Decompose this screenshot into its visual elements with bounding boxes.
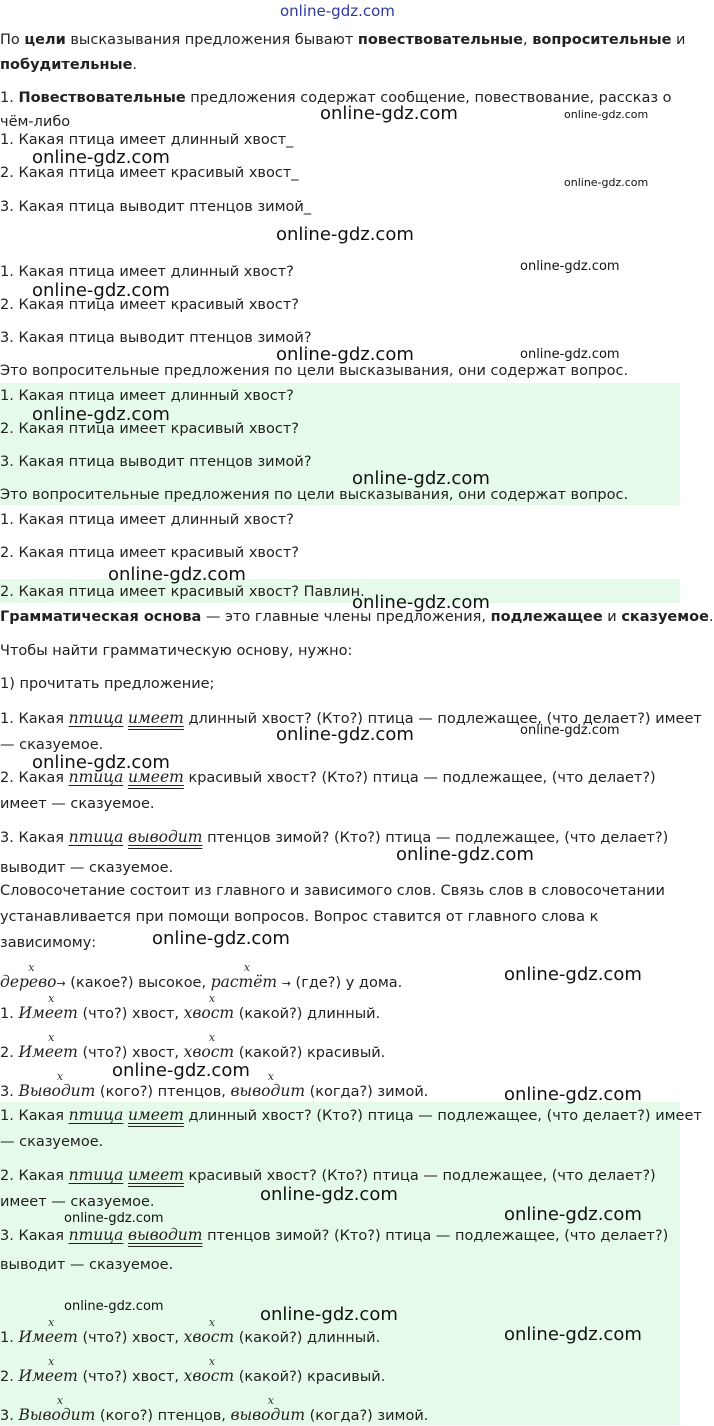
analysis-line bbox=[0, 1225, 668, 1246]
phrase-line bbox=[0, 1327, 380, 1348]
grammar-how: Чтобы найти грамматическую основу, нужно: bbox=[0, 643, 353, 659]
text: 2. bbox=[0, 1045, 19, 1061]
text: 2. bbox=[0, 1369, 19, 1385]
subject-word: птица bbox=[68, 709, 124, 727]
main-word: x хвост bbox=[184, 1366, 234, 1386]
predicate-word: выводит bbox=[127, 828, 203, 846]
analysis-line-cont: имеет — сказуемое. bbox=[0, 1194, 155, 1210]
analysis-line-cont: — сказуемое. bbox=[0, 1134, 104, 1150]
phrase-rule: зависимому: bbox=[0, 935, 97, 951]
subject-word: птица bbox=[68, 768, 124, 786]
watermark: online-gdz.com bbox=[564, 176, 649, 189]
arrow-icon: → bbox=[56, 977, 66, 990]
term-predicate: сказуемое bbox=[621, 609, 709, 625]
phrase-example bbox=[0, 972, 402, 994]
main-word: x Имеет bbox=[18, 1327, 77, 1347]
watermark: online-gdz.com bbox=[152, 928, 290, 949]
subject-word: птица bbox=[68, 1226, 124, 1244]
text: высказывания предложения бывают bbox=[65, 32, 358, 48]
main-word: x дерево bbox=[0, 972, 56, 992]
question: 1. Какая птица имеет длинный хвост? bbox=[0, 512, 294, 528]
main-word: x Имеет bbox=[18, 1366, 77, 1386]
text: (какое?) высокое, bbox=[65, 975, 211, 991]
watermark: online-gdz.com bbox=[112, 1060, 250, 1081]
text: (какой?) длинный. bbox=[234, 1330, 381, 1346]
question: 3. Какая птица выводит птенцов зимой? bbox=[0, 454, 312, 470]
text: (какой?) длинный. bbox=[234, 1006, 381, 1022]
main-word: x Имеет bbox=[18, 1042, 77, 1062]
analysis-line bbox=[0, 1165, 656, 1186]
text: красивый хвост? (Кто?) птица — подлежащее, (что делает?) bbox=[183, 770, 656, 786]
main-word: x выводит bbox=[231, 1081, 306, 1101]
text: и bbox=[671, 32, 686, 48]
term-narrative: повествовательные bbox=[357, 32, 523, 48]
text: чём-либо bbox=[0, 114, 71, 130]
main-word: x Имеет bbox=[18, 1003, 77, 1023]
watermark: online-gdz.com bbox=[32, 404, 170, 425]
watermark: online-gdz.com bbox=[520, 723, 620, 738]
watermark: online-gdz.com bbox=[32, 280, 170, 301]
term-goal: цели bbox=[24, 32, 66, 48]
text: , bbox=[522, 32, 533, 48]
main-word: x хвост bbox=[184, 1003, 234, 1023]
conclusion: Это вопросительные предложения по цели высказывания, они содержат вопрос. bbox=[0, 363, 629, 379]
text: птенцов зимой? (Кто?) птица — подлежащее, (что делает?) bbox=[202, 830, 669, 846]
text: . bbox=[708, 609, 714, 625]
text: красивый хвост? (Кто?) птица — подлежащее, (что делает?) bbox=[183, 1168, 656, 1184]
text: птенцов зимой? (Кто?) птица — подлежащее, (что делает?) bbox=[202, 1228, 669, 1244]
analysis-line-cont: выводит — сказуемое. bbox=[0, 860, 174, 876]
term-interrogative: вопросительные bbox=[532, 32, 672, 48]
rule-narrative-cut bbox=[0, 112, 71, 130]
predicate-word: имеет bbox=[127, 709, 184, 727]
question: 2. Какая птица имеет красивый хвост? bbox=[0, 297, 299, 313]
grammar-step: 1) прочитать предложение; bbox=[0, 676, 215, 692]
watermark: online-gdz.com bbox=[396, 844, 534, 865]
text: По bbox=[0, 32, 25, 48]
text: 2. Какая bbox=[0, 770, 69, 786]
predicate-word: выводит bbox=[127, 1226, 203, 1244]
text: длинный хвост? (Кто?) птица — подлежащее, (что делает?) имеет bbox=[183, 711, 702, 727]
watermark: online-gdz.com bbox=[504, 1084, 642, 1105]
phrase-rule: устанавливается при помощи вопросов. Вопрос ставится от главного слова к bbox=[0, 909, 599, 925]
question: 2. Какая птица имеет красивый хвост? bbox=[0, 421, 299, 437]
main-word: x хвост bbox=[184, 1327, 234, 1347]
watermark: online-gdz.com bbox=[276, 344, 414, 365]
phrase-line bbox=[0, 1003, 380, 1024]
text: 3. bbox=[0, 1408, 19, 1424]
text: длинный хвост? (Кто?) птица — подлежащее, (что делает?) имеет bbox=[183, 1108, 702, 1124]
text: 1. Какая bbox=[0, 711, 69, 727]
text: 3. Какая bbox=[0, 830, 69, 846]
text: 3. bbox=[0, 1084, 19, 1100]
watermark: online-gdz.com bbox=[504, 1204, 642, 1225]
term-imperative: побудительные bbox=[0, 57, 133, 73]
watermark: online-gdz.com bbox=[32, 147, 170, 168]
text: (кого?) птенцов, bbox=[95, 1084, 231, 1100]
phrase-line bbox=[0, 1081, 428, 1102]
watermark: online-gdz.com bbox=[564, 108, 649, 121]
text: 1. bbox=[0, 90, 19, 106]
watermark: online-gdz.com bbox=[352, 468, 490, 489]
intro-paragraph bbox=[0, 30, 686, 50]
analysis-line bbox=[0, 827, 668, 848]
text: (когда?) зимой. bbox=[305, 1084, 429, 1100]
text: (что?) хвост, bbox=[77, 1045, 184, 1061]
text: 1. Какая bbox=[0, 1108, 69, 1124]
blank-question: 1. Какая птица имеет длинный хвост_ bbox=[0, 132, 294, 148]
text: 3. Какая bbox=[0, 1228, 69, 1244]
text: (кого?) птенцов, bbox=[95, 1408, 231, 1424]
phrase-line bbox=[0, 1405, 428, 1426]
analysis-line-cont: выводит — сказуемое. bbox=[0, 1257, 174, 1273]
term-subject: подлежащее bbox=[490, 609, 603, 625]
watermark: online-gdz.com bbox=[64, 1299, 164, 1314]
watermark: online-gdz.com bbox=[520, 347, 620, 362]
subject-word: птица bbox=[68, 1106, 124, 1124]
watermark: online-gdz.com bbox=[504, 1324, 642, 1345]
watermark: online-gdz.com bbox=[260, 1304, 398, 1325]
watermark: online-gdz.com bbox=[352, 592, 490, 613]
text: (что?) хвост, bbox=[77, 1330, 184, 1346]
question: 2. Какая птица имеет красивый хвост? bbox=[0, 545, 299, 561]
answer-line: 2. Какая птица имеет красивый хвост? Павлин. bbox=[0, 584, 365, 600]
site-logo: online-gdz.com bbox=[280, 2, 395, 20]
term-grammar-basis: Грамматическая основа bbox=[0, 609, 202, 625]
analysis-line bbox=[0, 1105, 702, 1126]
subject-word: птица bbox=[68, 828, 124, 846]
watermark: online-gdz.com bbox=[276, 224, 414, 245]
watermark: online-gdz.com bbox=[108, 564, 246, 585]
subject-word: птица bbox=[68, 1166, 124, 1184]
main-word: x выводит bbox=[231, 1405, 306, 1425]
phrase-line bbox=[0, 1366, 385, 1387]
phrase-rule: Словосочетание состоит из главного и зависимого слов. Связь слов в словосочетании bbox=[0, 883, 665, 899]
predicate-word: имеет bbox=[127, 1106, 184, 1124]
watermark: online-gdz.com bbox=[504, 964, 642, 985]
text: — это главные члены предложения, bbox=[201, 609, 491, 625]
text: . bbox=[132, 57, 138, 73]
text: 1. bbox=[0, 1006, 19, 1022]
text: 2. Какая bbox=[0, 1168, 69, 1184]
watermark: online-gdz.com bbox=[260, 1184, 398, 1205]
intro-paragraph-cont bbox=[0, 55, 137, 75]
text: предложения содержат сообщение, повествование, рассказ о bbox=[185, 90, 672, 106]
text: (что?) хвост, bbox=[77, 1369, 184, 1385]
blank-question: 3. Какая птица выводит птенцов зимой_ bbox=[0, 199, 312, 215]
predicate-word: имеет bbox=[127, 1166, 184, 1184]
text: (что?) хвост, bbox=[77, 1006, 184, 1022]
main-word: x хвост bbox=[184, 1042, 234, 1062]
conclusion: Это вопросительные предложения по цели высказывания, они содержат вопрос. bbox=[0, 487, 629, 503]
analysis-line-cont: имеет — сказуемое. bbox=[0, 796, 155, 812]
text: 1. bbox=[0, 1330, 19, 1346]
watermark: online-gdz.com bbox=[320, 103, 458, 124]
main-word: x растёт bbox=[211, 972, 277, 992]
main-word: x Выводит bbox=[18, 1081, 95, 1101]
watermark: online-gdz.com bbox=[276, 724, 414, 745]
text: (какой?) красивый. bbox=[234, 1045, 386, 1061]
watermark: online-gdz.com bbox=[520, 259, 620, 274]
blank-question: 2. Какая птица имеет красивый хвост_ bbox=[0, 165, 299, 181]
question: 1. Какая птица имеет длинный хвост? bbox=[0, 388, 294, 404]
watermark: online-gdz.com bbox=[32, 752, 170, 773]
arrow-icon: → bbox=[281, 977, 291, 990]
analysis-line-cont: — сказуемое. bbox=[0, 737, 104, 753]
predicate-word: имеет bbox=[127, 768, 184, 786]
main-word: x Выводит bbox=[18, 1405, 95, 1425]
watermark: online-gdz.com bbox=[64, 1211, 164, 1226]
text: (когда?) зимой. bbox=[305, 1408, 429, 1424]
text: (какой?) красивый. bbox=[234, 1369, 386, 1385]
question: 1. Какая птица имеет длинный хвост? bbox=[0, 264, 294, 280]
text: (где?) у дома. bbox=[290, 975, 403, 991]
term-narrative: Повествовательные bbox=[18, 90, 186, 106]
text: и bbox=[602, 609, 622, 625]
question: 3. Какая птица выводит птенцов зимой? bbox=[0, 330, 312, 346]
